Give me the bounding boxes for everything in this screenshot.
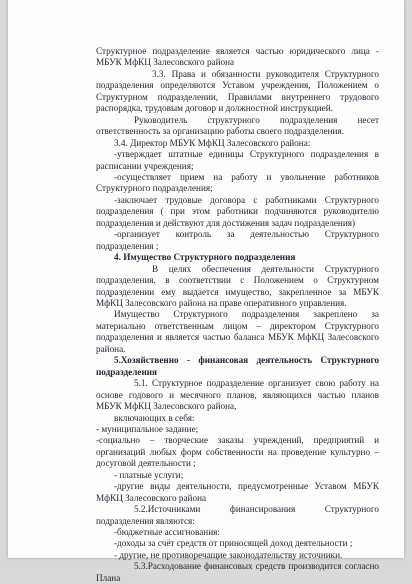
paragraph: 5.1. Структурное подразделение организует свою работу на основе годового и месячного планов, являющихся частью планов МБУК МфКЦ Залесовского района, — [96, 378, 379, 412]
list-item: - платные услуги; — [114, 469, 184, 480]
list-item: -доходы за счёт средств от приносящей доход деятельности ; — [114, 538, 353, 549]
paragraph: 5.3.Расходование финансовых средств производится согласно Плана — [96, 561, 379, 583]
paragraph: включающих в себя: — [114, 412, 195, 423]
paragraph: 3.3. Права и обязанности руководителя Структурного подразделения определяются Уставом учреждения, Положением о Структурном подразделении, Правилами внутреннего трудового распорядка, трудовым договор и должностной инструкцией. — [96, 68, 379, 114]
paragraph: 5.2.Источниками финансирования Структурного подразделения являются: — [96, 504, 379, 526]
paragraph: -осуществляет прием на работу и увольнение работников Структурного подразделения; — [96, 171, 379, 194]
paragraph: -заключает трудовые договора с работниками Структурного подразделения ( при этом работники подчиняются руководителю подразделения и действуют для достижения задач подразделения) — [96, 194, 379, 228]
section-heading: 4. Имущество Структурного подразделения — [114, 252, 296, 263]
paragraph: -утверждает штатные единицы Структурного подразделения в расписании учреждения; — [96, 149, 379, 171]
paragraph: 3.4. Директор МБУК МфКЦ Залесовского района: — [114, 137, 311, 148]
section-heading: 5.Хозяйственно - финансовая деятельность Структурного подразделения — [96, 355, 379, 377]
list-item: -социально – творческие заказы учреждений, предприятий и организаций любых форм собственности на проведение культурно – досуговой деятельности ; — [96, 435, 379, 469]
list-item: - другие, не противоречащие законодательству источники. — [114, 549, 343, 560]
paragraph: В целях обеспечения деятельности Структурного подразделения, в соответствии с Положением о Структурном подразделении ему выдается имущество, закрепленное за МБУК МфКЦ Залесовского района на праве оперативного управления. — [96, 263, 379, 308]
document-page — [8, 0, 404, 583]
paragraph: Структурное подразделение является частью юридического лица - МБУК МфКЦ Залесовского района — [96, 46, 379, 68]
paragraph: Имущество Структурного подразделения закреплено за материально ответственным лицом – директором Структурного подразделения и является частью баланса МБУК МфКЦ Залесовского района. — [96, 309, 379, 354]
document-body — [96, 46, 379, 584]
paragraph: -организует контроль за деятельностью Структурного подразделения ; — [96, 229, 379, 251]
list-item: -другие виды деятельности, предусмотренные Уставом МБУК МфКЦ Залесовского района — [96, 481, 379, 503]
list-item: -бюджетные ассигнования: — [114, 527, 220, 538]
paragraph: Руководитель структурного подразделения несет ответственность за организацию работы своего подразделения. — [96, 114, 379, 137]
list-item: - муниципальное задание; — [96, 423, 199, 434]
